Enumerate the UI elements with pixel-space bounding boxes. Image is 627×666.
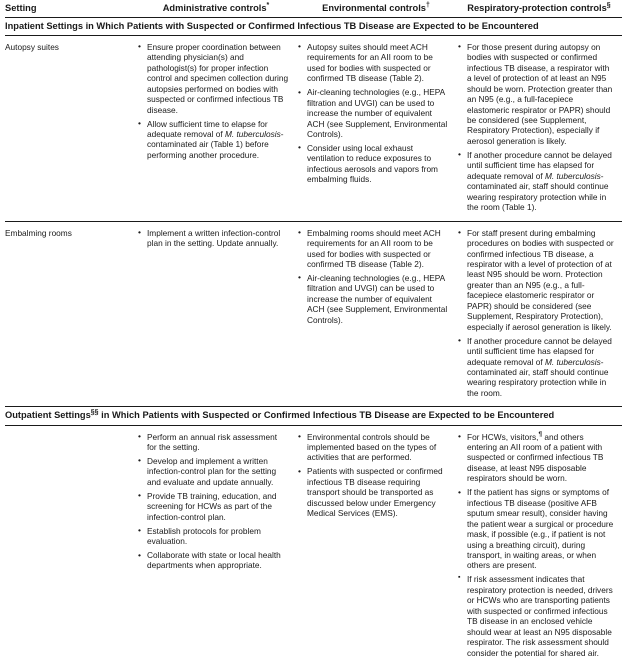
section-banner-outpatient-rest: in Which Patients with Suspected or Confirmed Infectious TB Disease are Expected to be Encountered	[98, 410, 555, 421]
bullet-list-administrative-embalming	[138, 228, 289, 249]
bullet-list-environmental-outpatient	[298, 432, 449, 519]
cell-administrative-autopsy	[136, 35, 296, 221]
cell-administrative-embalming	[136, 221, 296, 407]
column-header-administrative	[136, 0, 296, 17]
footnote-marker-section: §	[606, 1, 611, 9]
bullet-list-respiratory-embalming	[458, 228, 615, 399]
table-row	[5, 35, 622, 221]
row-setting-embalming-rooms: Embalming rooms	[5, 221, 136, 407]
list-item: • For HCWs, visitors,¶ and others entering an AII room of a patient with suspected or confirmed infectious TB disease, at least N95 disposable respirators should be worn.	[458, 432, 615, 484]
footnote-marker-dagger: †	[425, 1, 430, 9]
table-header-row	[5, 0, 622, 17]
list-item: • Collaborate with state or local health departments when appropriate.	[138, 550, 289, 571]
list-item: • Perform an annual risk assessment for the setting.	[138, 432, 289, 453]
cell-respiratory-outpatient	[456, 425, 622, 666]
bullet-list-environmental-embalming	[298, 228, 449, 326]
list-item: • Air-cleaning technologies (e.g., HEPA filtration and UVGI) can be used to increase the number of equivalent ACH (see Supplement, Environmental Controls).	[298, 87, 449, 139]
bullet-list-administrative-outpatient	[138, 432, 289, 571]
column-header-respiratory-label: Respiratory-protection controls	[467, 3, 607, 13]
column-header-environmental-label: Environmental controls	[322, 3, 426, 13]
list-item: • Develop and implement a written infection-control plan for the setting and evaluate and update annually.	[138, 456, 289, 487]
bullet-list-administrative-autopsy	[138, 42, 289, 160]
list-item: • Provide TB training, education, and screening for HCWs as part of the infection-control plan.	[138, 491, 289, 522]
column-header-administrative-label: Administrative controls	[162, 3, 267, 13]
footnote-marker-double-section: §§	[90, 409, 99, 417]
section-banner-outpatient	[5, 407, 622, 425]
list-item: • If the patient has signs or symptoms of infectious TB disease (positive AFB sputum smear result), consider having the patient wear a surgical or procedure mask, if possible (e.g., if patient is not using a breathing circuit), during transport, in waiting areas, or when others are present.	[458, 487, 615, 571]
list-item: • Consider using local exhaust ventilation to reduce exposures to infectious aerosols and vapors from embalming fluids.	[298, 143, 449, 185]
table-header	[5, 0, 622, 17]
column-header-respiratory	[456, 0, 622, 17]
list-item: ▪ If risk assessment indicates that respiratory protection is needed, drivers or HCWs who are transporting patients with suspected or confirmed infectious TB disease in an enclosed vehicle should wear at least an N95 disposable respirator. The risk assessment should consider the potential for shared air.	[458, 574, 615, 658]
table-row	[5, 425, 622, 666]
cell-administrative-outpatient	[136, 425, 296, 666]
section-banner-inpatient	[5, 17, 622, 35]
list-item: • Environmental controls should be implemented based on the types of activities that are performed.	[298, 432, 449, 463]
column-header-setting-label: Setting	[5, 3, 37, 13]
section-banner-row-outpatient	[5, 407, 622, 425]
cell-respiratory-autopsy	[456, 35, 622, 221]
list-item: • If another procedure cannot be delayed until sufficient time has elapsed for adequate removal of M. tuberculosis-contaminated air, staff should continue wearing respiratory protection while in the room.	[458, 336, 615, 399]
section-banner-row-inpatient	[5, 17, 622, 35]
list-item: • Implement a written infection-control plan in the setting. Update annually.	[138, 228, 289, 249]
list-item: • Patients with suspected or confirmed infectious TB disease requiring transport should be transported as discussed below under Emergency Medical Services (EMS).	[298, 466, 449, 518]
list-item: • If another procedure cannot be delayed until sufficient time has elapsed for adequate removal of M. tuberculosis-contaminated air, staff should continue wearing respiratory protection while in the room (Table 1).	[458, 150, 615, 213]
bullet-list-respiratory-autopsy	[458, 42, 615, 213]
list-item: • Autopsy suites should meet ACH requirements for an AII room to be used for bodies with suspected or confirmed TB disease (Table 2).	[298, 42, 449, 84]
cell-respiratory-embalming	[456, 221, 622, 407]
cell-environmental-autopsy	[296, 35, 456, 221]
row-setting-autopsy-suites: Autopsy suites	[5, 35, 136, 221]
cell-environmental-embalming	[296, 221, 456, 407]
table-body	[5, 17, 622, 666]
column-header-setting	[5, 0, 136, 17]
list-item: • Establish protocols for problem evaluation.	[138, 526, 289, 547]
footnote-marker-asterisk: *	[266, 1, 270, 9]
list-item: • Air-cleaning technologies (e.g., HEPA filtration and UVGI) can be used to increase the number of equivalent ACH (see Supplement, Environmental Controls).	[298, 273, 449, 325]
list-item: • Embalming rooms should meet ACH requirements for an AII room to be used for bodies with suspected or confirmed TB disease (Table 2).	[298, 228, 449, 270]
section-banner-inpatient-label: Inpatient Settings in Which Patients with Suspected or Confirmed Infectious TB Disease are Expected to be Encountered	[5, 20, 539, 31]
list-item: • For those present during autopsy on bodies with suspected or confirmed infectious TB disease, a respirator with a level of protection of at least an N95 should be worn. Protection greater than an N95 (e.g., a full-facepiece elastomeric respirator or PAPR) should be considered (see Supplement, Respiratory Protection), especially if aerosol generation is likely.	[458, 42, 615, 147]
bullet-list-environmental-autopsy	[298, 42, 449, 185]
list-item: • Ensure proper coordination between attending physician(s) and pathologist(s) for proper infection control and specimen collection during autopsies performed on bodies with suspected or confirmed infectious TB disease.	[138, 42, 289, 115]
list-item: • For staff present during embalming procedures on bodies with suspected or confirmed infectious TB disease, a respirator with a level of protection of at least N95 should be worn. Protection greater than an N95 (e.g., a full-facepiece elastomeric respirator or PAPR) should be considered (see Supplement, Respiratory Protection), especially if aerosol generation is likely.	[458, 228, 615, 333]
row-setting-outpatient	[5, 425, 136, 666]
bullet-list-respiratory-outpatient	[458, 432, 615, 659]
column-header-environmental	[296, 0, 456, 17]
cell-environmental-outpatient	[296, 425, 456, 666]
guidance-table	[5, 0, 622, 666]
list-item: • Allow sufficient time to elapse for adequate removal of M. tuberculosis-contaminated air (Table 1) before performing another procedure.	[138, 119, 289, 161]
table-row	[5, 221, 622, 407]
section-banner-outpatient-label: Outpatient Settings	[5, 410, 91, 421]
